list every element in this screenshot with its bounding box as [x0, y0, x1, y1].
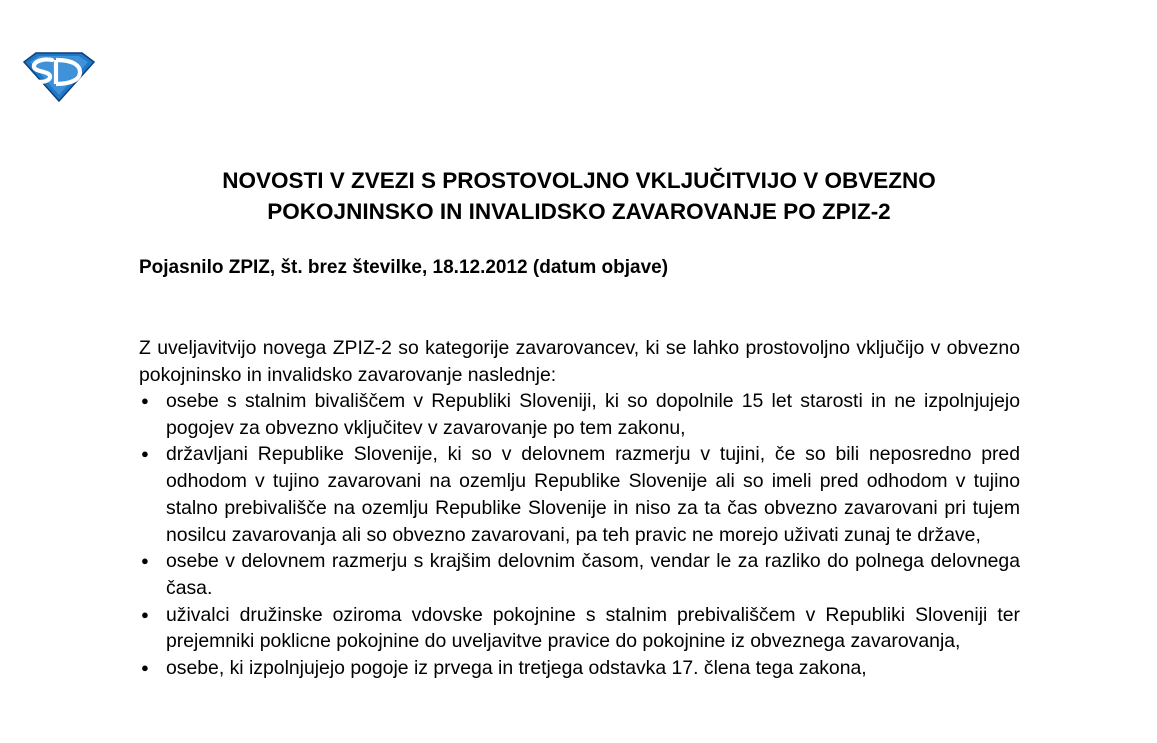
- intro-paragraph: Z uveljavitvijo novega ZPIZ-2 so kategorije zavarovancev, ki se lahko prostovoljno vključijo v obvezno pokojninsko in invalidsko zavarovanje naslednje:: [139, 337, 1020, 386]
- bullet-icon: ●: [141, 446, 149, 462]
- list-item: [139, 548, 1020, 601]
- list-item-text: osebe v delovnem razmerju s krajšim delovnim časom, vendar le za razliko do polnega delovnega časa.: [166, 550, 1020, 599]
- bullet-icon: ●: [141, 553, 149, 569]
- bullet-icon: ●: [141, 393, 149, 408]
- list-item-text: državljani Republike Slovenije, ki so v delovnem razmerju v tujini, če so bili neposredno pred odhodom v tujino zavarovani na ozemlju Republike Slovenije ali so imeli pred odhodom v tujino stalno prebivališče na ozemlju Republike Slovenije in niso za ta čas obvezno zavarovani pri tujem nosilcu zavarovanja ali so obvezno zavarovani, pa teh pravic ne morejo uživati zunaj te države,: [166, 443, 1020, 546]
- bullet-icon: ●: [141, 660, 149, 676]
- document-title: [100, 165, 1058, 227]
- list-item-text: osebe, ki izpolnjujejo pogoje iz prvega in tretjega odstavka 17. člena tega zakona,: [166, 657, 867, 680]
- bullet-icon: ●: [141, 606, 149, 622]
- list-item-text: osebe s stalnim bivališčem v Republiki Sloveniji, ki so dopolnile 15 let starosti in ne izpolnjujejo pogojev za obvezno vključitev v zavarovanje po tem zakonu,: [166, 390, 1020, 439]
- title-line-1: NOVOSTI V ZVEZI S PROSTOVOLJNO VKLJUČITVIJO V OBVEZNO: [222, 168, 936, 193]
- list-item: [139, 388, 1020, 441]
- company-logo-icon: [22, 50, 96, 104]
- list-item: [139, 602, 1020, 655]
- insured-categories-list: [139, 388, 1020, 682]
- document-subtitle: Pojasnilo ZPIZ, št. brez številke, 18.12.2012 (datum objave): [139, 257, 669, 278]
- list-item-text: uživalci družinske oziroma vdovske pokojnine s stalnim prebivališčem v Republiki Sloveniji ter prejemniki poklicne pokojnine do uveljavitve pravice do pokojnine iz obveznega zavarovanja,: [166, 603, 1020, 653]
- list-item: [139, 441, 1020, 548]
- title-line-2: POKOJNINSKO IN INVALIDSKO ZAVAROVANJE PO ZPIZ-2: [267, 199, 891, 224]
- list-item: [139, 655, 1020, 682]
